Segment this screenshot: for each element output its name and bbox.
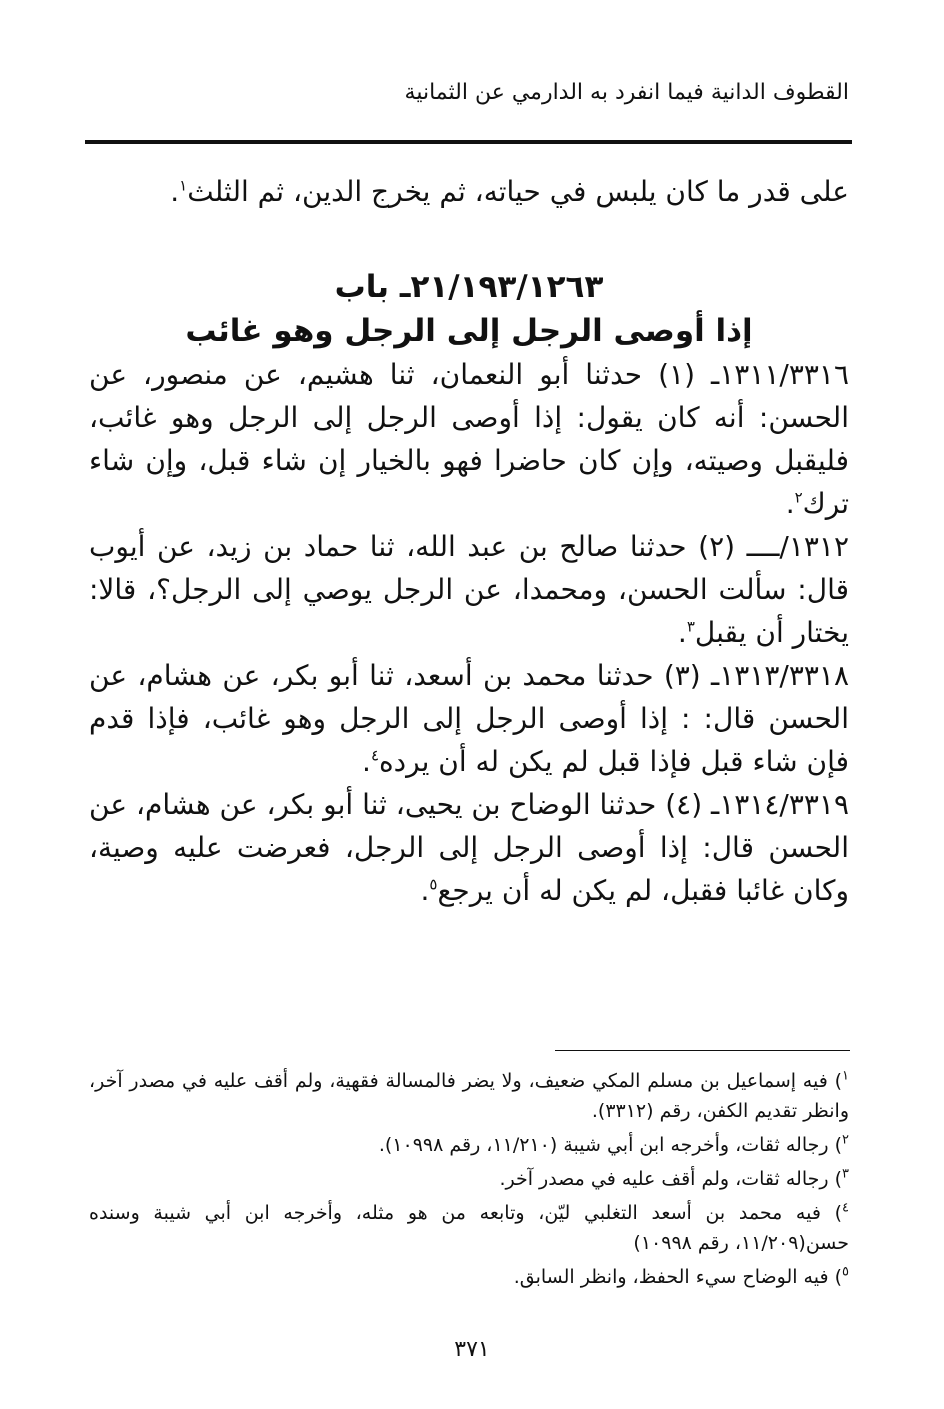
footnote-text: ) فيه الوضاح سيء الحفظ، وانظر السابق.: [513, 1266, 843, 1288]
hadith-entry: [89, 353, 849, 525]
hadith-text: ١٣١٣/٣٣١٨ـ (٣) حدثنا محمد بن أسعد، ثنا أبو بكر، عن هشام، عن الحسن قال: : إذا أوصى الرجل إلى الرجل وهو غائب، فإذا قدم فإن شاء قبل فإذا قبل لم يكن له أن يرده: [89, 659, 849, 778]
footnote-reference: ٢: [794, 488, 803, 507]
hadith-entry: [89, 525, 849, 654]
footnote-number: ١: [842, 1068, 849, 1084]
hadith-entry: [89, 783, 849, 912]
chapter-title: إذا أوصى الرجل إلى الرجل وهو غائب: [185, 313, 753, 349]
hadith-end: .: [785, 487, 795, 520]
footnote: [89, 1130, 849, 1160]
hadith-text: ١٣١٤/٣٣١٩ـ (٤) حدثنا الوضاح بن يحيى، ثنا أبو بكر، عن هشام، عن الحسن قال: إذا أوصى الرجل إلى الرجل، فعرضت عليه وصية، وكان غائبا فقبل، لم يكن له أن يرجع: [89, 788, 850, 907]
footnote-number: ٥: [842, 1264, 849, 1280]
footnote-reference: ٤: [370, 746, 380, 765]
header-rule: [85, 140, 852, 144]
hadith-entry: [89, 654, 849, 783]
continuation-paragraph: [89, 170, 849, 213]
footnote-text: ) رجاله ثقات، ولم أقف عليه في مصدر آخر.: [499, 1168, 843, 1190]
footnote-number: ٢: [842, 1132, 849, 1148]
hadith-end: .: [362, 745, 371, 778]
footnote-reference: ١: [179, 176, 188, 195]
footnote-reference: ٣: [686, 617, 695, 636]
running-title: القطوف الدانية فيما انفرد به الدارمي عن الثمانية: [404, 80, 849, 105]
footnote: [89, 1164, 849, 1194]
continuation-text: على قدر ما كان يلبس في حياته، ثم يخرج الدين، ثم الثلث: [187, 175, 849, 208]
footnote-reference: ٥: [429, 875, 438, 894]
footnote-text: ) رجاله ثقات، وأخرجه ابن أبي شيبة (١١/٢١٠، رقم ١٠٩٩٨).: [378, 1134, 843, 1156]
footnote-separator: [555, 1050, 850, 1051]
footnote: [89, 1198, 849, 1258]
hadith-text: ١٣١١/٣٣١٦ـ (١) حدثنا أبو النعمان، ثنا هشيم، عن منصور، عن الحسن: أنه كان يقول: إذا أوصى الرجل إلى الرجل وهو غائب، فليقبل وصيته، وإن كان حاضرا فهو بالخيار إن شاء قبل، وإن شاء ترك: [89, 358, 850, 520]
main-text: [89, 170, 849, 912]
footnote: [89, 1066, 849, 1126]
footnote-text: ) فيه إسماعيل بن مسلم المكي ضعيف، ولا يضر فالمسالة فقهية، ولم أقف عليه في مصدر آخر، وانظر تقديم الكفن، رقم (٣٣١٢).: [89, 1070, 849, 1122]
chapter-number: ٢١/١٩٣/١٢٦٣ـ باب: [334, 269, 604, 305]
footnotes: [89, 1066, 849, 1296]
footnote-text: ) فيه محمد بن أسعد التغلبي ليّن، وتابعه من هو مثله، وأخرجه ابن أبي شيبة وسنده حسن(١١/٢٠٩، رقم ١٠٩٩٨): [89, 1202, 849, 1254]
hadith-text: ١٣١٢/ــــ (٢) حدثنا صالح بن عبد الله، ثنا حماد بن زيد، عن أيوب قال: سألت الحسن، ومحمدا، عن الرجل يوصي إلى الرجل؟، قالا: يختار أن يقبل: [89, 530, 849, 649]
continuation-end: .: [170, 175, 180, 208]
page-number: ٣٧١: [454, 1337, 490, 1362]
footnote-number: ٣: [842, 1166, 849, 1182]
hadith-end: .: [677, 616, 687, 649]
hadith-end: .: [420, 874, 430, 907]
footnote-number: ٤: [842, 1200, 849, 1216]
footnote: [89, 1262, 849, 1292]
